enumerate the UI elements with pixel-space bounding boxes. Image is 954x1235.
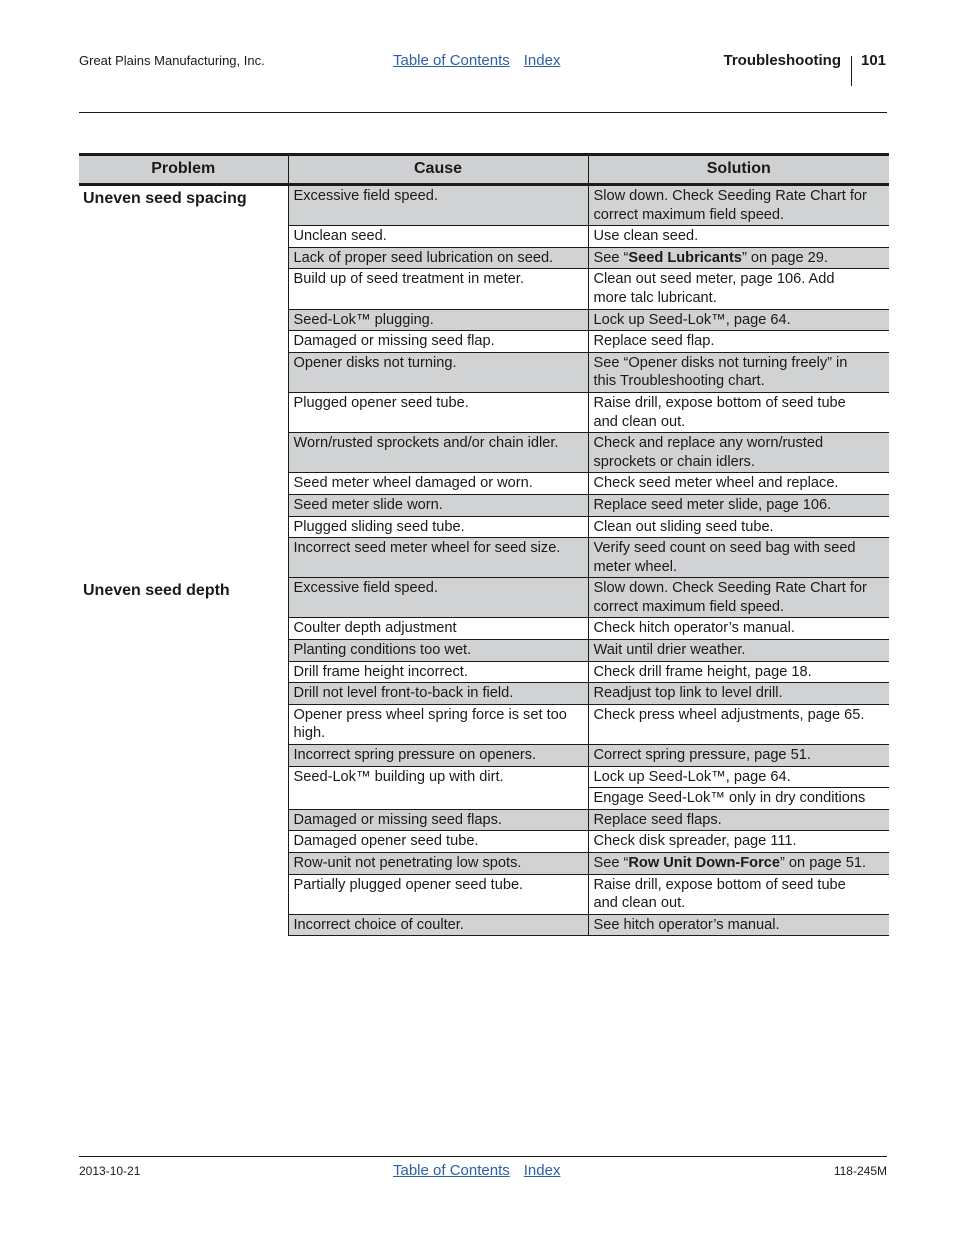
- header-index-link[interactable]: Index: [523, 52, 561, 69]
- solution-cell: Verify seed count on seed bag with seed meter wheel.: [588, 538, 889, 578]
- header-divider: [851, 56, 852, 86]
- cause-cell: Drill frame height incorrect.: [288, 661, 588, 683]
- solution-text: See “: [593, 249, 629, 266]
- solution-reference: Seed Lubricants: [628, 249, 742, 266]
- header-links: [393, 52, 574, 69]
- cause-cell: Excessive field speed.: [288, 578, 588, 618]
- cause-cell: Drill not level front-to-back in field.: [288, 683, 588, 705]
- solution-text: See “: [593, 855, 629, 871]
- header-rule: [79, 112, 887, 113]
- footer-toc-link[interactable]: Table of Contents: [393, 1162, 510, 1179]
- solution-text: ” on page 51.: [780, 855, 867, 871]
- solution-cell: Raise drill, expose bottom of seed tube and clean out.: [588, 392, 889, 432]
- cause-cell: Excessive field speed.: [288, 185, 588, 226]
- solution-cell: Clean out sliding seed tube.: [588, 516, 889, 538]
- cause-cell: Incorrect choice of coulter.: [288, 914, 588, 936]
- solution-cell: Slow down. Check Seeding Rate Chart for correct maximum field speed.: [588, 578, 889, 618]
- solution-cell: Slow down. Check Seeding Rate Chart for correct maximum field speed.: [588, 185, 889, 226]
- footer-date: 2013-10-21: [79, 1164, 141, 1178]
- solution-cell: Check hitch operator’s manual.: [588, 618, 889, 640]
- footer-links: [393, 1162, 574, 1179]
- cause-cell: Incorrect seed meter wheel for seed size.: [288, 538, 588, 578]
- cause-cell: Row-unit not penetrating low spots.: [288, 853, 588, 875]
- column-header-cause: Cause: [288, 155, 588, 185]
- cause-cell: Damaged or missing seed flaps.: [288, 809, 588, 831]
- footer-index-link[interactable]: Index: [523, 1162, 561, 1179]
- solution-cell: See hitch operator’s manual.: [588, 914, 889, 936]
- header-company: Great Plains Manufacturing, Inc.: [79, 53, 265, 68]
- header-page-number: 101: [861, 52, 887, 69]
- solution-cell: Replace seed flap.: [588, 331, 889, 353]
- table-row: [79, 185, 889, 226]
- problem-cell: Uneven seed spacing: [83, 190, 247, 207]
- cause-cell: Planting conditions too wet.: [288, 640, 588, 662]
- solution-cell: See “Opener disks not turning freely” in this Troubleshooting chart.: [588, 352, 889, 392]
- solution-cell: Check seed meter wheel and replace.: [588, 473, 889, 495]
- cause-cell: Plugged opener seed tube.: [288, 392, 588, 432]
- solution-cell: Engage Seed-Lok™ only in dry conditions: [588, 788, 889, 810]
- cause-cell: Opener disks not turning.: [288, 352, 588, 392]
- solution-cell: Raise drill, expose bottom of seed tube and clean out.: [588, 874, 889, 914]
- cause-cell: Damaged or missing seed flap.: [288, 331, 588, 353]
- table-header-row: [79, 155, 889, 185]
- column-header-problem: Problem: [79, 155, 288, 185]
- table-body: [79, 185, 889, 936]
- problem-cell: Uneven seed depth: [83, 581, 230, 599]
- cause-cell: Damaged opener seed tube.: [288, 831, 588, 853]
- solution-cell: Clean out seed meter, page 106. Add more talc lubricant.: [588, 269, 889, 309]
- solution-cell: Lock up Seed-Lok™, page 64.: [588, 309, 889, 331]
- cause-cell: Worn/rusted sprockets and/or chain idler.: [288, 433, 588, 473]
- table-row: [79, 578, 889, 618]
- solution-cell: [588, 853, 889, 875]
- column-header-solution: Solution: [588, 155, 889, 185]
- cause-cell: Seed meter slide worn.: [288, 494, 588, 516]
- cause-cell: Seed-Lok™ plugging.: [288, 309, 588, 331]
- cause-cell: Build up of seed treatment in meter.: [288, 269, 588, 309]
- solution-cell: Replace seed flaps.: [588, 809, 889, 831]
- cause-cell: Opener press wheel spring force is set too high.: [288, 704, 588, 744]
- solution-cell: Readjust top link to level drill.: [588, 683, 889, 705]
- header-toc-link[interactable]: Table of Contents: [393, 52, 510, 69]
- cause-cell: Unclean seed.: [288, 226, 588, 248]
- solution-cell: Check disk spreader, page 111.: [588, 831, 889, 853]
- troubleshooting-table: [79, 153, 889, 936]
- cause-cell: Coulter depth adjustment: [288, 618, 588, 640]
- header-section-title: Troubleshooting: [723, 52, 841, 69]
- footer-doc-number: 118-245M: [833, 1164, 887, 1178]
- solution-cell: Correct spring pressure, page 51.: [588, 745, 889, 767]
- cause-cell: Incorrect spring pressure on openers.: [288, 745, 588, 767]
- solution-text: ” on page 29.: [741, 249, 828, 266]
- solution-cell: Use clean seed.: [588, 226, 889, 248]
- cause-cell: Seed meter wheel damaged or worn.: [288, 473, 588, 495]
- solution-cell: Check drill frame height, page 18.: [588, 661, 889, 683]
- solution-cell: Replace seed meter slide, page 106.: [588, 494, 889, 516]
- cause-cell: Plugged sliding seed tube.: [288, 516, 588, 538]
- cause-cell: Lack of proper seed lubrication on seed.: [288, 247, 588, 269]
- cause-cell: Seed-Lok™ building up with dirt.: [288, 766, 588, 809]
- footer-rule: [79, 1156, 887, 1157]
- solution-cell: Lock up Seed-Lok™, page 64.: [588, 766, 889, 788]
- solution-cell: Wait until drier weather.: [588, 640, 889, 662]
- cause-cell: Partially plugged opener seed tube.: [288, 874, 588, 914]
- solution-cell: [588, 247, 889, 269]
- solution-cell: Check and replace any worn/rusted sprockets or chain idlers.: [588, 433, 889, 473]
- solution-reference: Row Unit Down-Force: [628, 855, 780, 871]
- solution-cell: Check press wheel adjustments, page 65.: [588, 704, 889, 744]
